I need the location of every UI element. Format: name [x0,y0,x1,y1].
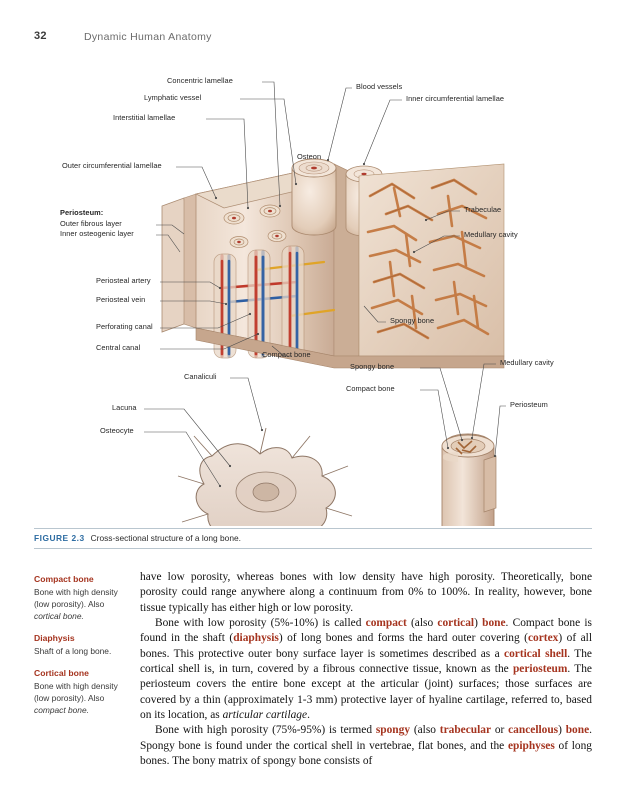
figure-caption-number: FIGURE 2.3 [34,533,85,543]
label-trabeculae: Trabeculae [464,205,502,214]
glossary-def-compact-bone: Bone with high density (low porosity). Also cortical bone. [34,586,118,622]
label-central-canal: Central canal [96,343,141,352]
figure-caption-text: Cross-sectional structure of a long bone. [90,533,241,543]
label-interstitial-lamellae: Interstitial lamellae [113,113,176,122]
label-compact-bone: Compact bone [262,350,311,359]
running-head [34,30,592,48]
figure-caption [34,533,592,543]
label-outer-circumferential-lamellae: Outer circumferential lamellae [62,161,162,170]
label-medullary-cavity-2: Medullary cavity [500,358,554,367]
label-osteocyte: Osteocyte [100,426,134,435]
glossary-def-diaphysis: Shaft of a long bone. [34,646,112,657]
label-periosteal-vein: Periosteal vein [96,295,146,304]
label-lacuna: Lacuna [112,403,137,412]
body-paragraph-1: have low porosity, whereas bones with low density have high porosity. Theoretically, bone porosity could range anywhere along a continuum from 0% to 100%. In reality, however, bone tissue typically has either high or low porosity. [140,571,592,614]
label-spongy-bone-2: Spongy bone [350,362,395,371]
glossary-term-compact-bone: Compact bone [34,574,94,584]
caption-rule-top [34,528,592,529]
label-periosteal-artery: Periosteal artery [96,276,151,285]
page-number: 32 [34,30,47,42]
caption-rule-bottom [34,548,592,549]
label-inner-circumferential-lamellae: Inner circumferential lamellae [406,94,505,103]
label-spongy-bone: Spongy bone [390,316,435,325]
glossary-term-cortical-bone: Cortical bone [34,668,89,679]
label-compact-bone-2: Compact bone [346,384,395,393]
body-paragraph-3: Bone with high porosity (75%-95%) is termed spongy (also trabecular or cancellous) bone. Spongy bone is found under the cortical shell in vertebrae, flat bones, and the epiphyses of long bones. The bony matrix of spongy bone consists of [140,724,593,767]
running-title: Dynamic Human Anatomy [84,31,212,43]
figure-2-3 [34,56,592,526]
body-text-column [140,570,592,769]
margin-glossary [34,574,126,717]
label-blood-vessels: Blood vessels [356,82,403,91]
figure-illustration [34,56,592,526]
body-paragraph-2: Bone with low porosity (5%-10%) is called compact (also cortical) bone. Compact bone is found in the shaft (diaphysis) of long bones and forms the hard outer covering (cortex) of all bones. This protective outer bony surface layer is sometimes described as a cortical shell. The cortical shell is, in turn, covered by a fibrous connective tissue, known as the periosteum. The periosteum covers the entire bone except at the articular (joint) surfaces; those surfaces are covered by a thin (approximately 1-3 mm) protective layer of hyaline cartilage, referred to, based on its location, as articular cartilage. [140,616,592,721]
label-concentric-lamellae: Concentric lamellae [167,76,233,85]
label-periosteum-2: Periosteum [510,400,548,409]
label-canaliculi: Canaliculi [184,372,217,381]
glossary-def-cortical-bone: Bone with high density (low porosity). Also compact bone. [34,680,118,716]
label-osteon: Osteon [297,152,322,161]
label-medullary-cavity: Medullary cavity [464,230,518,239]
label-perforating-canal: Perforating canal [96,322,153,331]
label-inner-osteogenic-layer: Inner osteogenic layer [60,229,134,238]
label-periosteum: Periosteum: [60,208,104,217]
glossary-term-diaphysis: Diaphysis [34,633,75,644]
label-lymphatic-vessel: Lymphatic vessel [144,93,202,102]
label-outer-fibrous-layer: Outer fibrous layer [60,219,122,228]
